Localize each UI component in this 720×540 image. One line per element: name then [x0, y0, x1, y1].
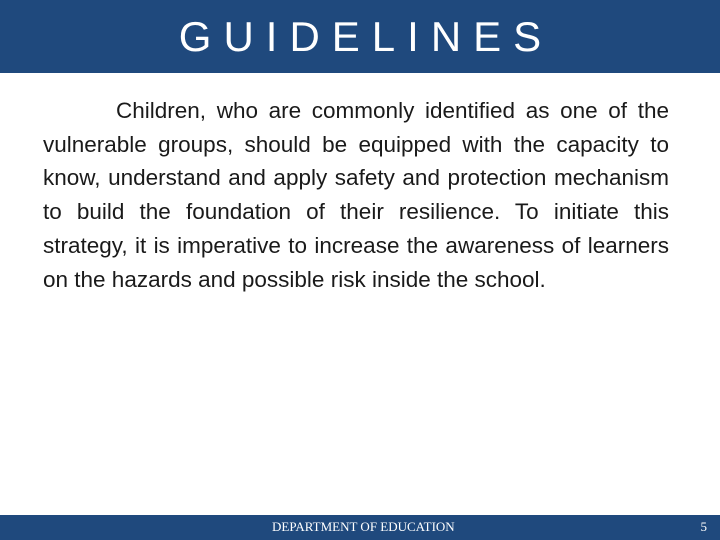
- slide-body-text: Children, who are commonly identified as one of the vulnerable groups, should be equipped with the capacity to know, understand and apply safety and protection mechanism to build the foundation of their resilience. To initiate this strategy, it is imperative to increase the awareness of learners on the hazards and possible risk inside the school.: [43, 98, 669, 292]
- title-bar: [0, 0, 720, 73]
- page-number: 5: [700, 519, 707, 534]
- slide-title: GUIDELINES: [178, 12, 554, 60]
- footer-label: DEPARTMENT OF EDUCATION: [272, 519, 455, 534]
